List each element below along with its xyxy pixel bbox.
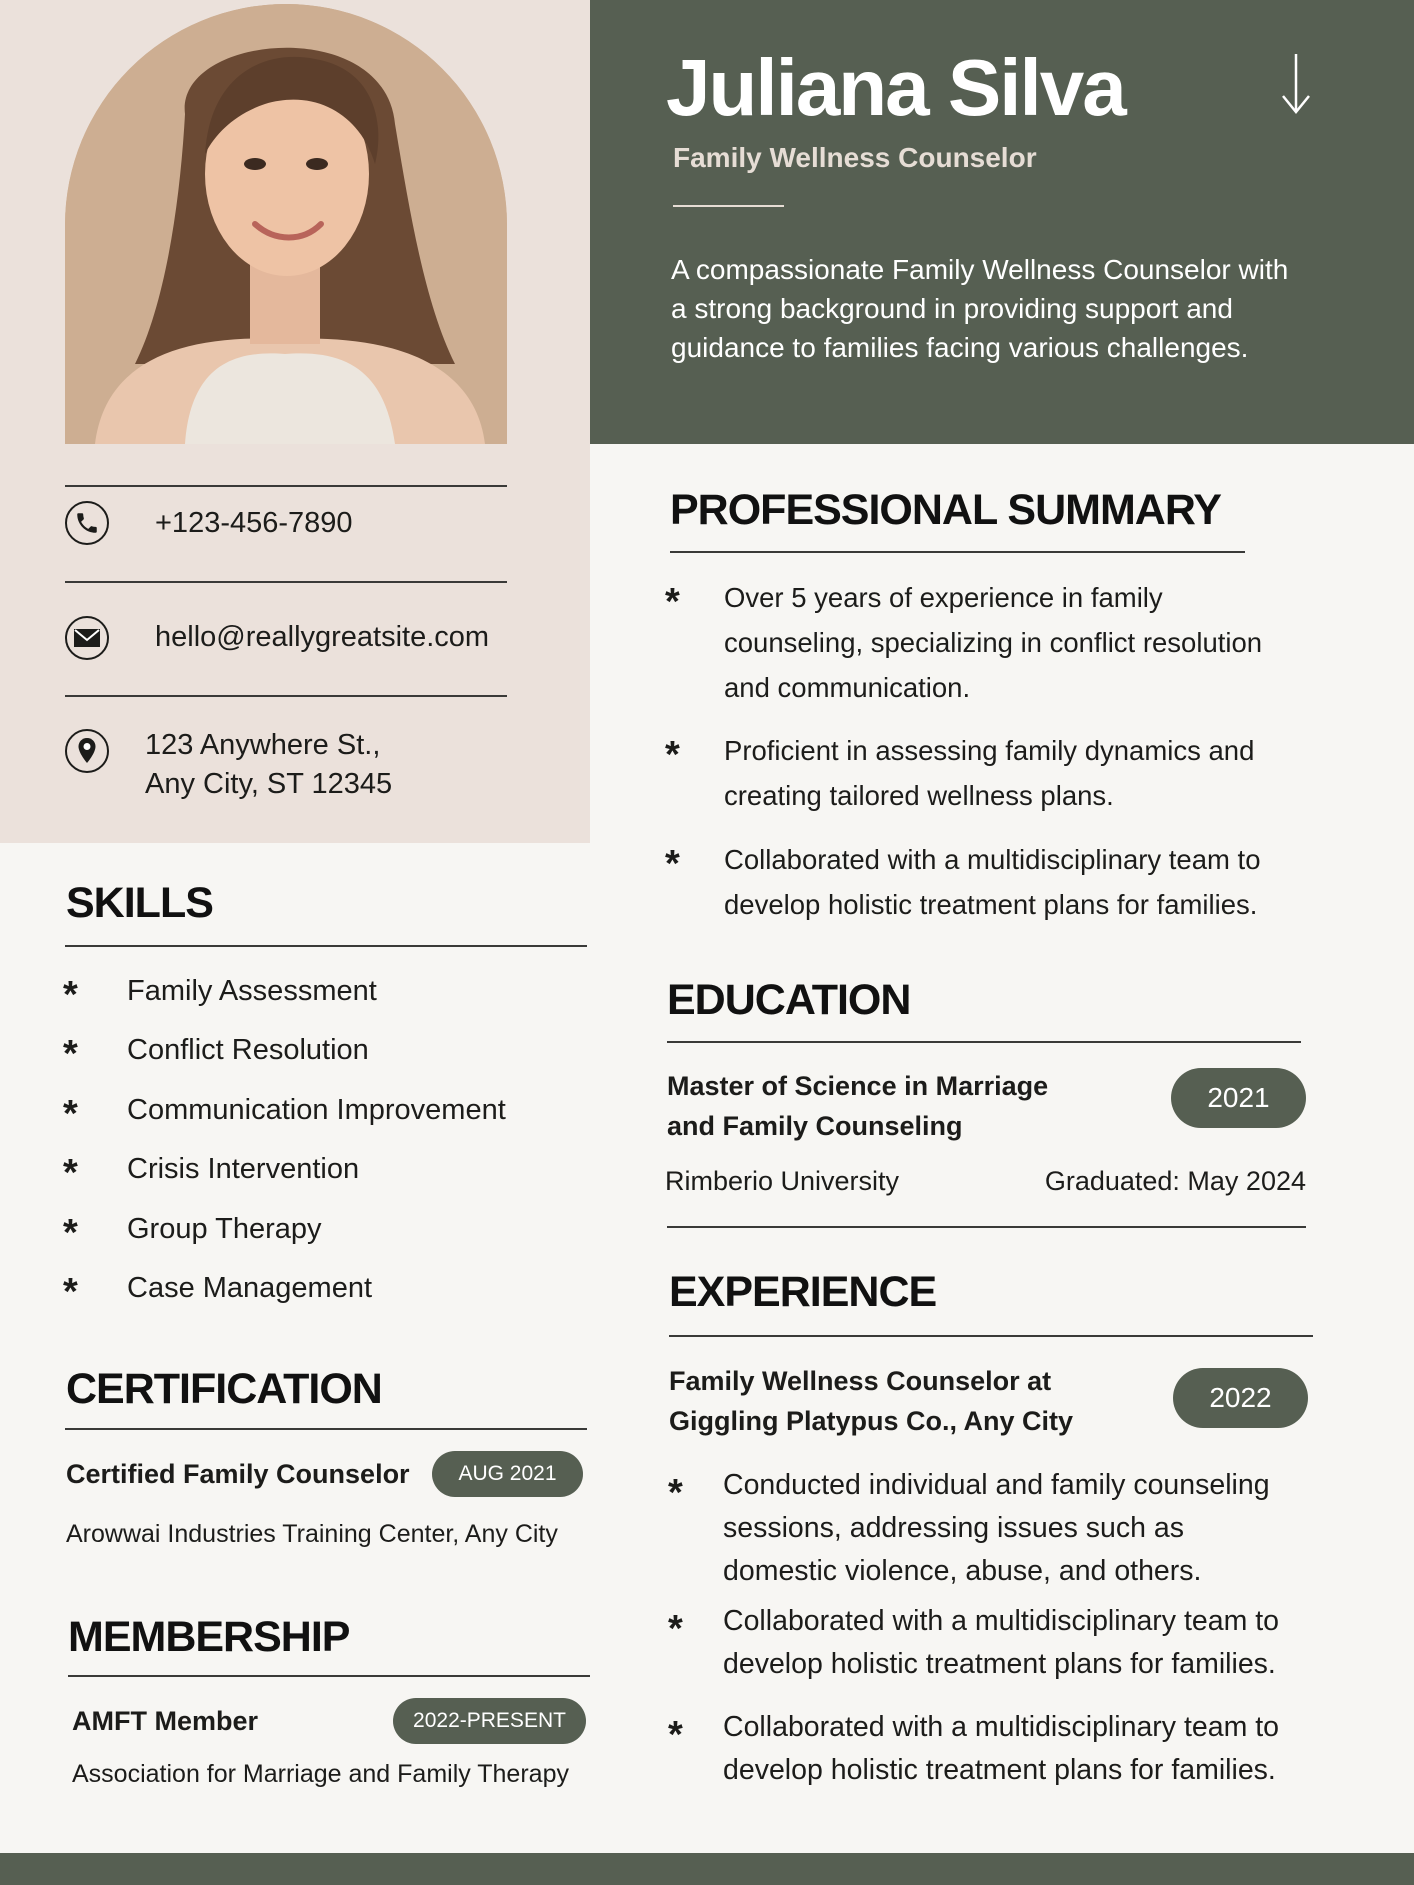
skill-item: Crisis Intervention: [127, 1153, 360, 1185]
asterisk-icon: *: [63, 1152, 78, 1194]
skill-item: Group Therapy: [127, 1213, 322, 1245]
education-year-badge: 2021: [1171, 1068, 1306, 1128]
skill-item: Case Management: [127, 1272, 373, 1304]
asterisk-icon: *: [668, 1472, 683, 1514]
asterisk-icon: *: [63, 974, 78, 1016]
asterisk-icon: *: [665, 734, 680, 776]
experience-item: Collaborated with a multidisciplinary team to develop holistic treatment plans for families.: [723, 1711, 1280, 1786]
phone-icon: [65, 501, 109, 545]
envelope-icon: [65, 616, 109, 660]
membership-heading: MEMBERSHIP: [68, 1613, 350, 1661]
title-divider: [673, 205, 784, 207]
summary-item: Collaborated with a multidisciplinary team to develop holistic treatment plans for families.: [724, 844, 1261, 920]
skills-heading: SKILLS: [66, 879, 213, 927]
experience-item: Collaborated with a multidisciplinary team to develop holistic treatment plans for families.: [723, 1605, 1280, 1680]
map-pin-icon: [65, 729, 109, 773]
footer-bar: [0, 1853, 1414, 1885]
asterisk-icon: *: [668, 1608, 683, 1650]
experience-divider: [669, 1335, 1313, 1337]
skill-item: Communication Improvement: [127, 1094, 506, 1126]
email-address[interactable]: hello@reallygreatsite.com: [155, 621, 490, 653]
education-bottom-divider: [667, 1226, 1306, 1228]
skill-item: Family Assessment: [127, 975, 377, 1007]
certification-divider: [65, 1428, 587, 1430]
education-graduated: Graduated: May 2024: [1044, 1166, 1306, 1196]
asterisk-icon: *: [665, 843, 680, 885]
skill-item: Conflict Resolution: [127, 1034, 369, 1066]
summary-divider: [670, 551, 1245, 553]
membership-name: AMFT Member: [72, 1706, 259, 1736]
arrow-down-icon: [1278, 52, 1314, 116]
experience-item: Conducted individual and family counseling sessions, addressing issues such as domestic violence, abuse, and others.: [723, 1469, 1270, 1587]
education-school: Rimberio University: [665, 1166, 900, 1196]
certification-date-badge: AUG 2021: [432, 1451, 583, 1497]
bio-text: A compassionate Family Wellness Counselor with a strong background in providing support and guidance to families facing various challenges.: [671, 254, 1289, 363]
asterisk-icon: *: [63, 1271, 78, 1313]
skills-divider: [65, 945, 587, 947]
asterisk-icon: *: [63, 1033, 78, 1075]
asterisk-icon: *: [63, 1093, 78, 1135]
contact-divider: [65, 485, 507, 487]
certification-org: Arowwai Industries Training Center, Any City: [66, 1520, 558, 1548]
candidate-name: Juliana Silva: [666, 43, 1125, 132]
experience-role: Family Wellness Counselor at Giggling Platypus Co., Any City: [669, 1366, 1074, 1436]
certification-name: Certified Family Counselor: [66, 1459, 410, 1489]
profile-photo: [65, 4, 507, 444]
experience-heading: EXPERIENCE: [669, 1268, 937, 1316]
phone-number[interactable]: +123-456-7890: [155, 507, 353, 539]
contact-divider: [65, 581, 507, 583]
certification-heading: CERTIFICATION: [66, 1365, 382, 1413]
summary-item: Over 5 years of experience in family counseling, specializing in conflict resolution and communication.: [724, 582, 1263, 703]
summary-heading: PROFESSIONAL SUMMARY: [670, 486, 1221, 534]
job-title: Family Wellness Counselor: [673, 142, 1037, 173]
education-heading: EDUCATION: [667, 976, 911, 1024]
address-line-2: Any City, ST 12345: [145, 768, 393, 800]
address-line-1: 123 Anywhere St.,: [145, 729, 381, 761]
membership-divider: [68, 1675, 590, 1677]
membership-period-badge: 2022-PRESENT: [393, 1698, 586, 1744]
asterisk-icon: *: [668, 1714, 683, 1756]
membership-org: Association for Marriage and Family Therapy: [72, 1760, 569, 1788]
education-degree: Master of Science in Marriage and Family Counseling: [667, 1071, 1049, 1141]
asterisk-icon: *: [63, 1212, 78, 1254]
education-divider: [667, 1041, 1301, 1043]
contact-divider: [65, 695, 507, 697]
summary-item: Proficient in assessing family dynamics and creating tailored wellness plans.: [724, 735, 1255, 811]
asterisk-icon: *: [665, 581, 680, 623]
experience-year-badge: 2022: [1173, 1368, 1308, 1428]
